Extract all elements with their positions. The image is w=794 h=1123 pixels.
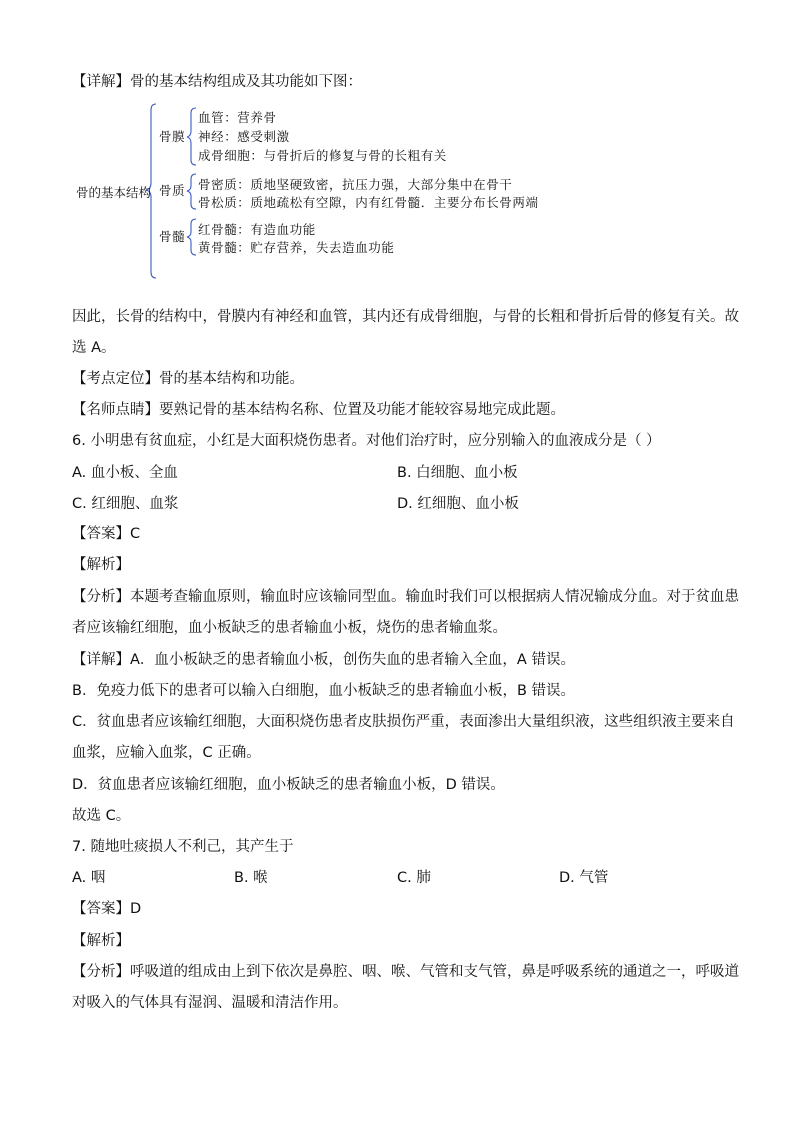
- q6-option-b: B. 白细胞、血小板: [397, 465, 518, 481]
- q6-conclusion: 故选 C。: [72, 808, 131, 824]
- q7-option-c: C. 肺: [397, 870, 431, 886]
- marrow-brace: [187, 219, 196, 255]
- conclusion-line-2: 选 A。: [72, 340, 116, 356]
- intro-text: 【详解】骨的基本结构组成及其功能如下图：: [72, 74, 362, 90]
- q6-option-a: A. 血小板、全血: [72, 465, 178, 481]
- item-blood-vessel: 血管：营养骨: [198, 110, 277, 125]
- q7-analysis-line-1: 【分析】呼吸道的组成由上到下依次是鼻腔、咽、喉、气管和支气管，鼻是呼吸系统的通道之一，呼吸道: [72, 964, 739, 980]
- exam-point: 【考点定位】骨的基本结构和功能。: [72, 371, 304, 387]
- q7-option-a: A. 咽: [72, 870, 106, 886]
- q7-option-b: B. 喉: [234, 870, 268, 886]
- q6-analysis-line-2: 者应该输红细胞，血小板缺乏的患者输血小板，烧伤的患者输血浆。: [72, 620, 507, 636]
- group-label-bone-tissue: 骨质: [159, 183, 186, 198]
- q6-detail-b: B．免疫力低下的患者可以输入白细胞，血小板缺乏的患者输血小板，B 错误。: [72, 683, 576, 699]
- bone-tissue-brace: [187, 174, 196, 209]
- q7-stem: 7. 随地吐痰损人不利己，其产生于: [72, 839, 294, 855]
- q6-detail-c-line-1: C．贫血患者应该输红细胞，大面积烧伤患者皮肤损伤严重，表面渗出大量组织液，这些组织液主要来自: [72, 714, 735, 730]
- conclusion-line-1: 因此，长骨的结构中，骨膜内有神经和血管，其内还有成骨细胞，与骨的长粗和骨折后骨的修复有关。故: [72, 309, 739, 325]
- item-compact-bone: 骨密质：质地坚硬致密，抗压力强，大部分集中在骨干: [198, 177, 513, 192]
- q6-detail-d: D．贫血患者应该输红细胞，血小板缺乏的患者输血小板，D 错误。: [72, 777, 505, 793]
- q7-analysis-heading: 【解析】: [72, 933, 130, 949]
- group-label-periosteum: 骨膜: [159, 129, 186, 144]
- group-label-marrow: 骨髓: [159, 229, 186, 244]
- q6-stem: 6. 小明患有贫血症，小红是大面积烧伤患者。对他们治疗时，应分别输入的血液成分是（ ）: [72, 433, 661, 449]
- item-nerve: 神经：感受刺激: [198, 129, 290, 144]
- q6-analysis-line-1: 【分析】本题考查输血原则，输血时应该输同型血。输血时我们可以根据病人情况输成分血。对于贫血患: [72, 589, 739, 605]
- q6-option-d: D. 红细胞、血小板: [397, 496, 519, 512]
- item-yellow-marrow: 黄骨髓：贮存营养，失去造血功能: [198, 240, 395, 255]
- q6-answer: 【答案】C: [72, 526, 141, 542]
- item-spongy-bone: 骨松质：质地疏松有空隙，内有红骨髓．主要分布长骨两端: [198, 195, 539, 210]
- q6-detail-a: 【详解】A．血小板缺乏的患者输血小板，创伤失血的患者输入全血，A 错误。: [72, 652, 575, 668]
- item-red-marrow: 红骨髓：有造血功能: [198, 222, 316, 237]
- q7-analysis-line-2: 对吸入的气体具有湿润、温暖和清洁作用。: [72, 995, 348, 1011]
- periosteum-brace: [187, 108, 196, 165]
- teacher-tip: 【名师点睛】要熟记骨的基本结构名称、位置及功能才能较容易地完成此题。: [72, 402, 565, 418]
- item-osteoblast: 成骨细胞：与骨折后的修复与骨的长粗有关: [198, 148, 447, 163]
- q7-answer: 【答案】D: [72, 901, 142, 917]
- q6-option-c: C. 红细胞、血浆: [72, 496, 179, 512]
- q6-detail-c-line-2: 血浆，应输入血浆，C 正确。: [72, 745, 261, 761]
- q7-option-d: D. 气管: [559, 870, 609, 886]
- q6-analysis-heading: 【解析】: [72, 557, 130, 573]
- diagram-root-label: 骨的基本结构: [76, 185, 152, 200]
